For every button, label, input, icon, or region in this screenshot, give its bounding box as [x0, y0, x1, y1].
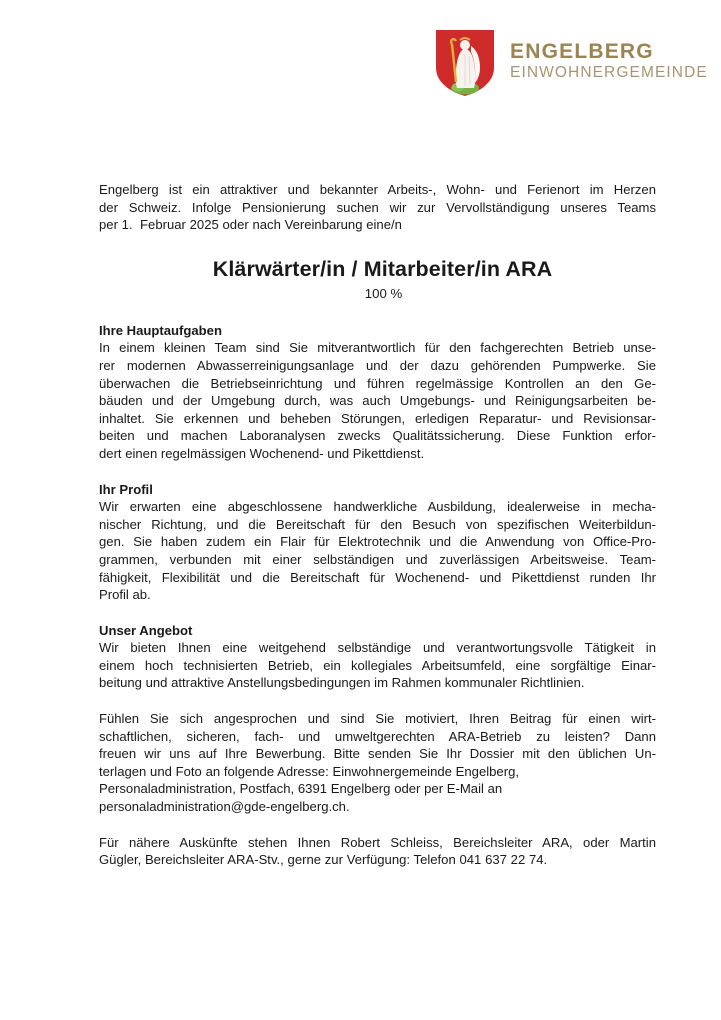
logo-wordmark-sub: EINWOHNERGEMEINDE — [510, 63, 708, 81]
body-line: Profil ab. — [99, 587, 151, 603]
logo-wordmark-main: ENGELBERG — [510, 39, 654, 63]
body-line: Wir erwarten eine abgeschlossene handwerkliche Ausbildung, idealerweise in mecha- — [99, 499, 656, 515]
page-title: Klärwärter/in / Mitarbeiter/in ARA — [212, 256, 553, 281]
application-paragraph — [99, 710, 656, 816]
intro-line: per 1. Februar 2025 oder nach Vereinbarung eine/n — [99, 217, 402, 233]
body-line: dert einen regelmässigen Wochenend- und Pikettdienst. — [99, 445, 425, 461]
body-line: einem hoch technisierten Betrieb, ein kollegiales Arbeitsumfeld, eine sorgfältige Einar- — [99, 657, 656, 673]
intro-line: der Schweiz. Infolge Pensionierung suchen wir zur Vervollständigung unseres Teams — [99, 199, 656, 215]
body-line: gen. Sie haben zudem ein Flair für Elektrotechnik und die Anwendung von Office-Pro- — [99, 534, 656, 550]
body-line: beiten und machen Laboranalysen zwecks Qualitätssicherung. Diese Funktion erfor- — [99, 428, 656, 444]
logo-wordmark — [510, 41, 708, 86]
section-body — [99, 498, 656, 604]
contact-line: Gügler, Bereichsleiter ARA-Stv., gerne zur Verfügung: Telefon 041 637 22 74. — [99, 852, 548, 868]
body-line: In einem kleinen Team sind Sie mitverantwortlich für den fachgerechten Betrieb unse- — [99, 340, 656, 356]
body-line: fähigkeit, Flexibilität und die Bereitschaft für Wochenend- und Pikettdienst runden Ihr — [99, 569, 656, 585]
application-email-line: personaladministration@gde-engelberg.ch. — [99, 799, 350, 815]
section-unser-angebot — [99, 622, 656, 692]
application-line: schaftlichen, sicheren, fach- und umweltgerechten ARA-Betrieb zu leisten? Dann — [99, 728, 656, 744]
body-line: bäuden und der Umgebung durch, was auch Umgebungs- und Reinigungsarbeiten be- — [99, 393, 656, 409]
section-hauptaufgaben — [99, 322, 656, 463]
document-header — [0, 0, 721, 140]
intro-line: Engelberg ist ein attraktiver und bekannter Arbeits-, Wohn- und Ferienort im Herzen — [99, 182, 656, 197]
application-line: Fühlen Sie sich angesprochen und sind Sie motiviert, Ihren Beitrag für einen wirt- — [99, 711, 656, 727]
document-body — [99, 181, 656, 869]
body-line: nischer Richtung, und die Bereitschaft für den Besuch von spezifischen Weiterbildun- — [99, 516, 656, 532]
intro-paragraph — [99, 181, 656, 234]
application-line: Personaladministration, Postfach, 6391 Engelberg oder per E-Mail an — [99, 781, 503, 797]
application-line: freuen wir uns auf Ihre Bewerbung. Bitte senden Sie Ihr Dossier mit den üblichen Un- — [99, 746, 656, 762]
body-line: beitung und attraktive Anstellungsbedingungen im Rahmen kommunaler Richtlinien. — [99, 675, 585, 691]
application-line: terlagen und Foto an folgende Adresse: Einwohnergemeinde Engelberg, — [99, 763, 519, 779]
body-line: grammen, verbunden mit einer selbständigen und zuverlässigen Arbeitsweise. Team- — [99, 551, 656, 567]
body-line: inhaltet. Sie erkennen und beheben Störungen, erledigen Reparatur- und Revisionsar- — [99, 410, 656, 426]
job-percentage: 100 % — [364, 285, 403, 301]
section-heading: Ihre Hauptaufgaben — [99, 322, 222, 338]
section-heading: Unser Angebot — [99, 622, 193, 638]
job-title-block — [99, 256, 656, 304]
engelberg-coat-of-arms-icon — [434, 28, 496, 98]
section-heading: Ihr Profil — [99, 481, 153, 497]
section-ihr-profil — [99, 481, 656, 604]
engelberg-logo — [434, 28, 708, 98]
body-line: Wir bieten Ihnen eine weitgehend selbständige und verantwortungsvolle Tätigkeit in — [99, 640, 656, 656]
contact-line: Für nähere Auskünfte stehen Ihnen Robert Schleiss, Bereichsleiter ARA, oder Martin — [99, 834, 656, 850]
section-body — [99, 639, 656, 692]
contact-paragraph — [99, 834, 656, 869]
body-line: rer modernen Abwasserreinigungsanlage und der dazu gehörenden Pumpwerke. Sie — [99, 357, 656, 373]
section-body — [99, 339, 656, 462]
body-line: überwachen die Betriebseinrichtung und führen regelmässige Kontrollen an den Ge- — [99, 375, 656, 391]
